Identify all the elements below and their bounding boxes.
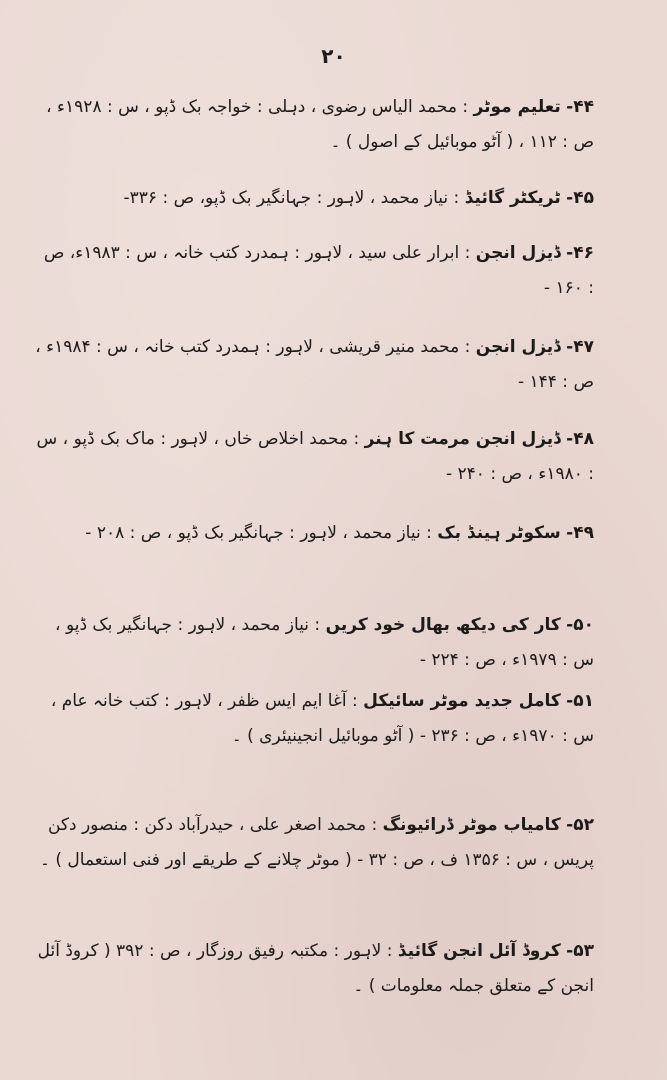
bibliography-entry-53 [34, 934, 594, 1004]
bibliography-entry-45 [34, 181, 594, 216]
entry-title: سکوٹر ہینڈ بک [437, 523, 561, 543]
bibliography-entry-52 [34, 808, 594, 878]
entry-number: ۵۲- [566, 815, 594, 835]
entry-details: : محمد منیر قریشی ، لاہور : ہمدرد کتب خانہ ، س : ۱۹۸۴ء ، ص : ۱۴۴ - [35, 337, 594, 392]
entry-title: کروڈ آئل انجن گائیڈ [397, 941, 561, 961]
bibliography-entry-51 [34, 684, 594, 754]
bibliography-entry-47 [34, 330, 594, 400]
entry-title: ڈیزل انجن [475, 337, 561, 357]
entry-details: : محمد اصغر علی ، حیدرآباد دکن : منصور دکن پریس ، س : ۱۳۵۶ ف ، ص : ۳۲ - ( موٹر چلانے کے طریقے اور فنی استعمال ) ۔ [40, 815, 594, 870]
entry-details: : لاہور : مکتبہ رفیق روزگار ، ص : ۳۹۲ ( کروڈ آئل انجن کے متعلق جملہ معلومات ) ۔ [37, 941, 594, 996]
entry-title: ٹریکٹر گائیڈ [464, 188, 561, 208]
entry-number: ۵۰- [566, 615, 594, 635]
entry-details: : نیاز محمد ، لاہور : جہانگیر بک ڈپو ، س : ۱۹۷۹ء ، ص : ۲۲۴ - [55, 615, 594, 670]
entry-details: : آغا ایم ایس ظفر ، لاہور : کتب خانہ عام ، س : ۱۹۷۰ء ، ص : ۲۳۶ - ( آٹو موبائیل انجینیئری ) ۔ [50, 691, 594, 746]
entry-details: : نیاز محمد ، لاہور : جہانگیر بک ڈپو، ص : ۳۳۶- [123, 188, 460, 208]
entry-title: کامیاب موٹر ڈرائیونگ [382, 815, 561, 835]
entry-title: ڈیزل انجن [475, 243, 561, 263]
page-number: ۲۰ [321, 44, 346, 68]
entry-title: کامل جدید موٹر سائیکل [363, 691, 561, 711]
bibliography-entry-49 [34, 516, 594, 551]
entry-number: ۵۱- [566, 691, 594, 711]
entry-details: : محمد الیاس رضوی ، دہلی : خواجہ بک ڈپو ، س : ۱۹۲۸ء ، ص : ۱۱۲ ، ( آٹو موبائیل کے اصول ) ۔ [46, 97, 594, 152]
entry-details: : نیاز محمد ، لاہور : جہانگیر بک ڈپو ، ص : ۲۰۸ - [85, 523, 432, 543]
entry-details: : محمد اخلاص خاں ، لاہور : ماک بک ڈپو ، س : ۱۹۸۰ء ، ص : ۲۴۰ - [36, 429, 594, 484]
entry-number: ۴۷- [566, 337, 594, 357]
entry-number: ۴۸- [566, 429, 594, 449]
entry-title: ڈیزل انجن مرمت کا ہنر [364, 429, 561, 449]
bibliography-entry-50 [34, 608, 594, 678]
entry-title: کار کی دیکھ بھال خود کریں [325, 615, 561, 635]
bibliography-entry-48 [34, 422, 594, 492]
entry-number: ۴۶- [566, 243, 594, 263]
entry-title: تعلیم موٹر [473, 97, 561, 117]
entry-number: ۴۹- [566, 523, 594, 543]
entry-number: ۴۴- [566, 97, 594, 117]
bibliography-entry-46 [34, 236, 594, 306]
bibliography-entry-44 [34, 90, 594, 160]
entry-details: : ابرار علی سید ، لاہور : ہمدرد کتب خانہ ، س : ۱۹۸۳ء، ص : ۱۶۰ - [43, 243, 594, 298]
entry-number: ۴۵- [566, 188, 594, 208]
entry-number: ۵۳- [566, 941, 594, 961]
